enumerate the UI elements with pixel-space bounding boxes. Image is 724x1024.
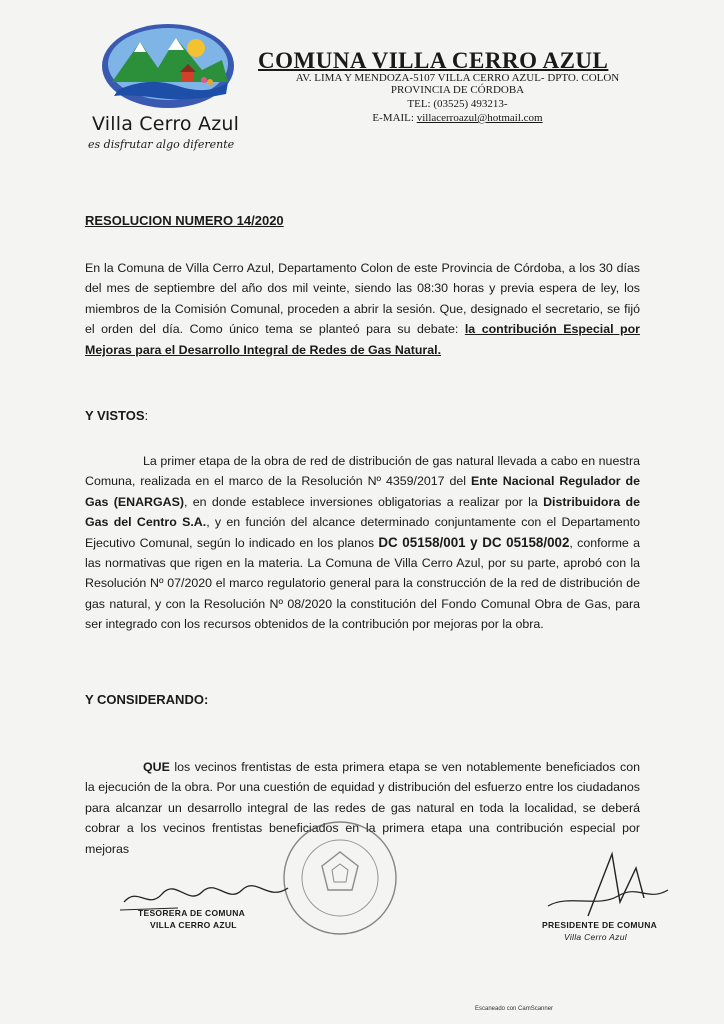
org-province: PROVINCIA DE CÓRDOBA bbox=[390, 84, 525, 96]
vistos-text-3: , y en función del alcance determinado conjuntamente con el Departamento Ejecutivo Comunal, según lo indicado en los planos bbox=[85, 515, 640, 550]
email-label: E-MAIL: bbox=[372, 112, 414, 124]
org-email bbox=[285, 112, 630, 125]
landscape-logo-icon bbox=[98, 20, 238, 112]
signature-tesorera bbox=[118, 880, 308, 940]
vistos-text-4: , conforme a las normativas que rigen en la materia. La Comuna de Villa Cerro Azul, por su parte, aprobó con la Resolución Nº 07/2020 el marco regulatorio general para la construcción de la red de distribución de gas natural, y con la Resolución Nº 08/2020 la constitución del Fondo Comunal Obra de Gas, para ser integrado con los recursos obtenidos de la contribución por mejoras por la obra. bbox=[85, 535, 641, 632]
logo-slogan: es disfrutar algo diferente bbox=[88, 138, 235, 151]
tesorera-role: TESORERA DE COMUNA bbox=[138, 908, 246, 918]
considerando-heading: Y CONSIDERANDO: bbox=[85, 692, 209, 707]
vistos-text-2: , en donde establece inversiones obligatorias a realizar por la bbox=[183, 494, 544, 509]
org-title: COMUNA VILLA CERRO AZUL bbox=[258, 48, 609, 73]
resolution-title: RESOLUCION NUMERO 14/2020 bbox=[85, 213, 284, 228]
considerando-text: los vecinos frentistas de esta primera etapa se ven notablemente beneficiados con la ejecución de la obra. Por una cuestión de equidad y distribución del esfuerzo entre los ciudadanos para alcanzar un desarrollo integral de las redes de gas natural en toda la localidad, se deberá cobrar a los vecinos frentistas beneficiados en la primera etapa una contribución especial por mejoras bbox=[85, 760, 640, 856]
opening-text: En la Comuna de Villa Cerro Azul, Departamento Colon de este Provincia de Córdoba, a los 30 días del mes de septiembre del año dos mil veinte, siendo las 08:30 horas y previa espera de ley, los miembros de la Comisión Comunal, proceden a abrir la sesión. Que, designado el secretario, se fijó el orden del día. Como único tema se planteó para su debate: bbox=[85, 261, 640, 337]
opening-paragraph bbox=[85, 258, 640, 360]
org-address: AV. LIMA Y MENDOZA-5107 VILLA CERRO AZUL- DPTO. COLON bbox=[295, 72, 620, 84]
org-header bbox=[258, 48, 618, 74]
email-link[interactable]: villacerroazul@hotmail.com bbox=[416, 112, 543, 124]
org-phone: TEL: (03525) 493213- bbox=[407, 98, 508, 110]
tesorera-comuna: VILLA CERRO AZUL bbox=[150, 920, 237, 930]
debate-topic: la contribución Especial por Mejoras para el Desarrollo Integral de Redes de Gas Natural. bbox=[85, 322, 640, 357]
enargas-name: Ente Nacional Regulador de Gas (ENARGAS) bbox=[85, 474, 640, 509]
comuna-logo bbox=[88, 20, 242, 160]
que-keyword: QUE bbox=[143, 760, 170, 774]
distribuidora-name: Distribuidora de Gas del Centro S.A. bbox=[85, 494, 641, 530]
presidente-role: PRESIDENTE DE COMUNA bbox=[542, 920, 658, 930]
vistos-text-1: La primer etapa de la obra de red de distribución de gas natural llevada a cabo en nuestra Comuna, realizada en el marco de la Resolución Nº 4359/2017 del bbox=[85, 454, 640, 489]
vistos-heading bbox=[85, 408, 148, 423]
logo-name: Villa Cerro Azul bbox=[92, 113, 240, 135]
presidente-comuna: Villa Cerro Azul bbox=[564, 932, 627, 942]
planos-ref: DC 05158/001 y DC 05158/002 bbox=[378, 534, 570, 550]
vistos-label: Y VISTOS bbox=[85, 408, 145, 423]
scanner-watermark: Escaneado con CamScanner bbox=[475, 1006, 554, 1012]
vistos-paragraph bbox=[85, 451, 640, 635]
vistos-colon: : bbox=[144, 408, 149, 423]
signature-presidente bbox=[528, 850, 678, 950]
